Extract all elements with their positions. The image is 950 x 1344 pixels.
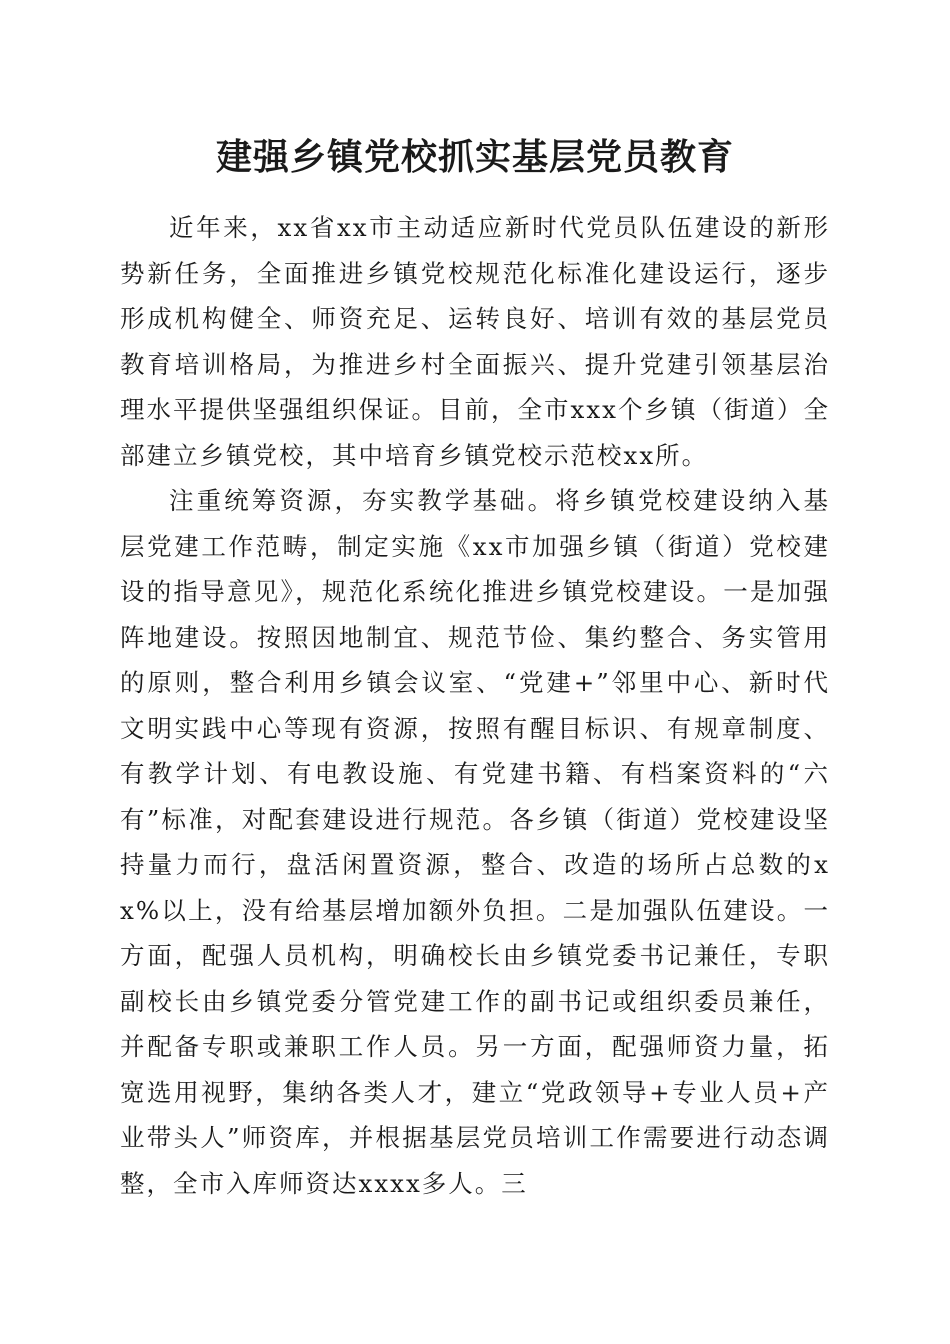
paragraph-intro: 近年来，xx省xx市主动适应新时代党员队伍建设的新形势新任务，全面推进乡镇党校规范化标准化建设运行，逐步形成机构健全、师资充足、运转良好、培训有效的基层党员教育培训格局，为推进乡村全面振兴、提升党建引领基层治理水平提供坚强组织保证。目前，全市xxx个乡镇（街道）全部建立乡镇党校，其中培育乡镇党校示范校xx所。 [120, 213, 830, 470]
paragraph-resources: 注重统筹资源，夯实教学基础。将乡镇党校建设纳入基层党建工作范畴，制定实施《xx市加强乡镇（街道）党校建设的指导意见》，规范化系统化推进乡镇党校建设。一是加强阵地建设。按照因地制宜、规范节俭、集约整合、务实管用的原则，整合利用乡镇会议室、“党建+”邻里中心、新时代文明实践中心等现有资源，按照有醒目标识、有规章制度、有教学计划、有电教设施、有党建书籍、有档案资料的“六有”标准，对配套建设进行规范。各乡镇（街道）党校建设坚持量力而行，盘活闲置资源，整合、改造的场所占总数的xx%以上，没有给基层增加额外负担。二是加强队伍建设。一方面，配强人员机构，明确校长由乡镇党委书记兼任，专职副校长由乡镇党委分管党建工作的副书记或组织委员兼任，并配备专职或兼职工作人员。另一方面，配强师资力量，拓宽选用视野，集纳各类人才，建立“党政领导+专业人员+产业带头人”师资库，并根据基层党员培训工作需要进行动态调整，全市入库师资达xxxx多人。三 [120, 486, 830, 1198]
document-body [120, 205, 830, 1206]
document-title: 建强乡镇党校抓实基层党员教育 [215, 136, 734, 178]
